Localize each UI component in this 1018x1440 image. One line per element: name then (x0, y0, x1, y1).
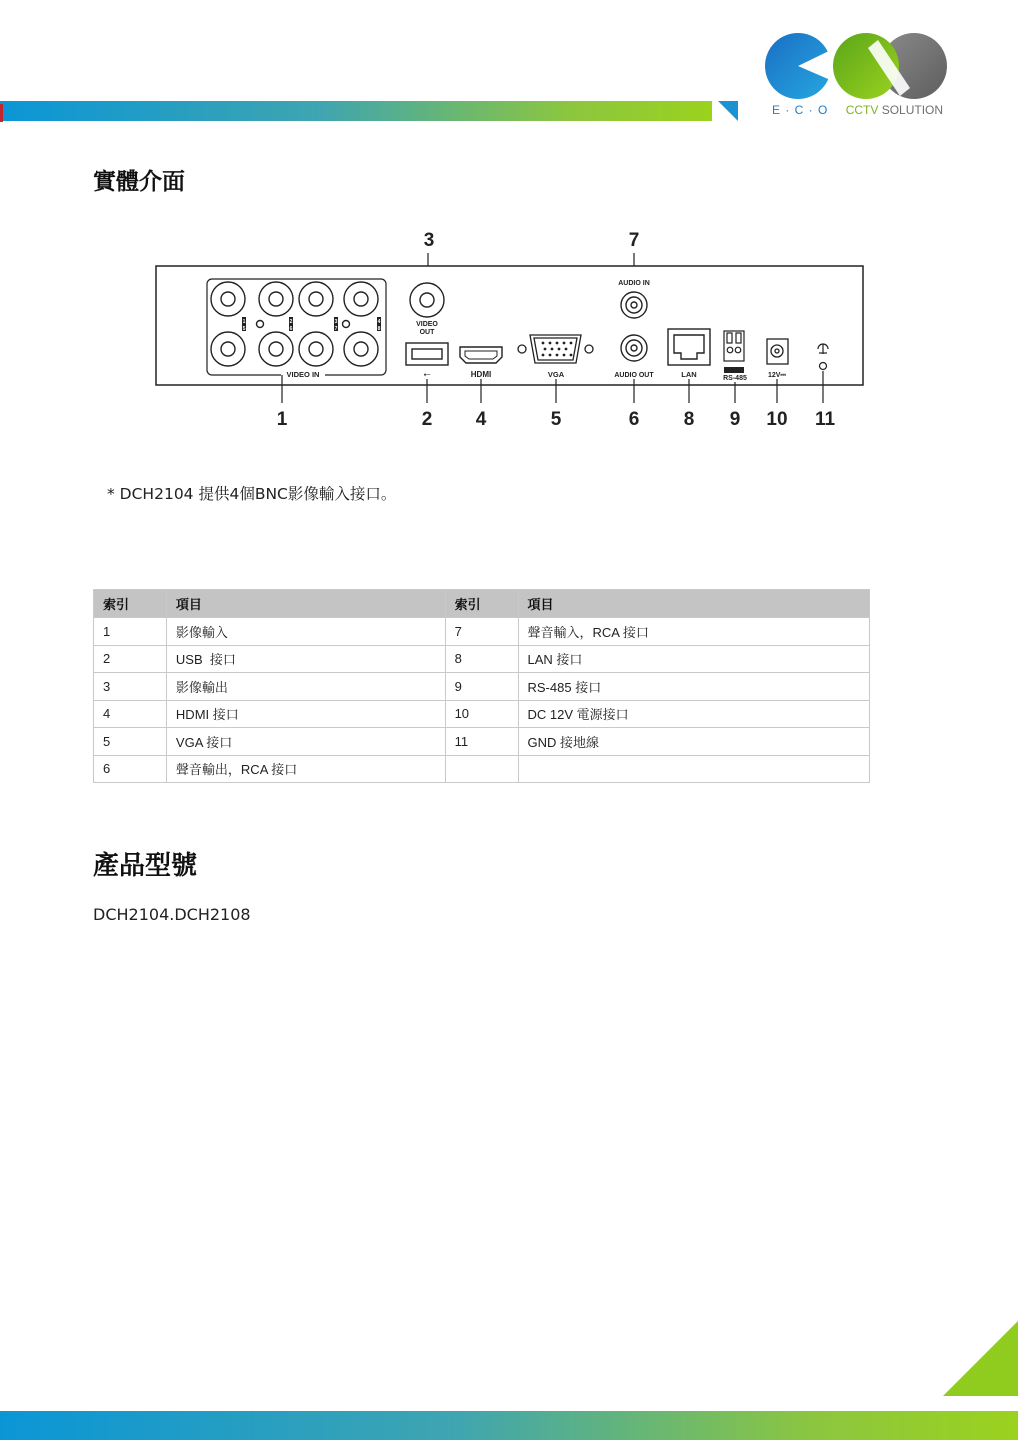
header-index: 索引 (94, 590, 167, 618)
table-cell (518, 755, 870, 783)
header-gradient-bar (0, 101, 712, 121)
label-audio-out: AUDIO OUT (614, 372, 654, 379)
footer-corner-triangle (943, 1321, 1018, 1396)
logo-eco: E · C · O (772, 103, 829, 117)
table-row (94, 755, 870, 783)
callout-9: 9 (729, 409, 741, 430)
channel-number: 8 (377, 326, 381, 332)
panel-outline (156, 266, 863, 385)
table-cell: 影像輸出 (166, 673, 445, 701)
rear-panel-diagram (150, 225, 870, 440)
table-cell: RS-485 接口 (518, 673, 870, 701)
table-cell: 聲音輸入，RCA 接口 (518, 618, 870, 646)
table-cell: 2 (94, 645, 167, 673)
table-cell: 1 (94, 618, 167, 646)
label-audio-in: AUDIO IN (618, 280, 650, 287)
table-cell: 9 (445, 673, 518, 701)
table-header-row (94, 590, 870, 618)
channel-number: 6 (289, 326, 293, 332)
channel-number: 1 (242, 319, 246, 325)
logo-text (772, 103, 943, 117)
table-cell: USB 接口 (166, 645, 445, 673)
callout-10: 10 (766, 409, 788, 430)
channel-number: 4 (377, 319, 381, 325)
callout-1: 1 (276, 409, 288, 430)
header-index: 索引 (445, 590, 518, 618)
note-text: * DCH2104 提供4個BNC影像輸入接口。 (107, 485, 397, 503)
logo-cctv: CCTV (845, 103, 879, 117)
table-row (94, 618, 870, 646)
table-cell: GND 接地線 (518, 728, 870, 756)
label-lan: LAN (681, 370, 697, 379)
header-item: 項目 (166, 590, 445, 618)
label-video-out-2: OUT (419, 329, 435, 336)
callout-2: 2 (421, 409, 433, 430)
table-row (94, 728, 870, 756)
logo-solution: SOLUTION (881, 103, 944, 117)
footer-gradient-bar (0, 1411, 1018, 1440)
table-cell: 聲音輸出，RCA 接口 (166, 755, 445, 783)
header-left-mark (0, 104, 3, 122)
table-cell: 5 (94, 728, 167, 756)
label-hdmi: HDMI (470, 370, 492, 379)
callout-6: 6 (628, 409, 640, 430)
table-cell: 3 (94, 673, 167, 701)
callout-3: 3 (423, 230, 435, 251)
usb-symbol-icon: ⭠ (423, 369, 431, 379)
table-cell: 影像輸入 (166, 618, 445, 646)
table-cell: DC 12V 電源接口 (518, 700, 870, 728)
section-title-models: 產品型號 (93, 851, 198, 881)
table-row (94, 673, 870, 701)
header-item: 項目 (518, 590, 870, 618)
table-row (94, 700, 870, 728)
table-cell: 7 (445, 618, 518, 646)
callout-5: 5 (550, 409, 562, 430)
table-cell: 8 (445, 645, 518, 673)
callout-7: 7 (628, 230, 640, 251)
callout-8: 8 (683, 409, 695, 430)
label-power: 12V⎓ (767, 372, 787, 379)
label-video-in: VIDEO IN (286, 370, 320, 379)
channel-number: 2 (289, 319, 293, 325)
callout-4: 4 (475, 409, 487, 430)
section-title-interface: 實體介面 (93, 169, 185, 195)
table-cell: HDMI 接口 (166, 700, 445, 728)
table-cell: 10 (445, 700, 518, 728)
model-list: DCH2104.DCH2108 (93, 905, 251, 924)
table-cell (445, 755, 518, 783)
channel-number: 5 (242, 326, 246, 332)
table-cell: 11 (445, 728, 518, 756)
table-cell: LAN 接口 (518, 645, 870, 673)
table-cell: VGA 接口 (166, 728, 445, 756)
label-vga: VGA (547, 370, 565, 379)
table-row (94, 645, 870, 673)
interface-index-table (93, 589, 870, 783)
label-rs485: RS-485 (723, 375, 747, 382)
channel-number: 3 (334, 319, 338, 325)
label-video-out-1: VIDEO (416, 321, 438, 328)
table-cell: 4 (94, 700, 167, 728)
table-cell: 6 (94, 755, 167, 783)
callout-11: 11 (814, 409, 836, 430)
header-triangle (718, 101, 738, 121)
channel-number: 7 (334, 326, 338, 332)
